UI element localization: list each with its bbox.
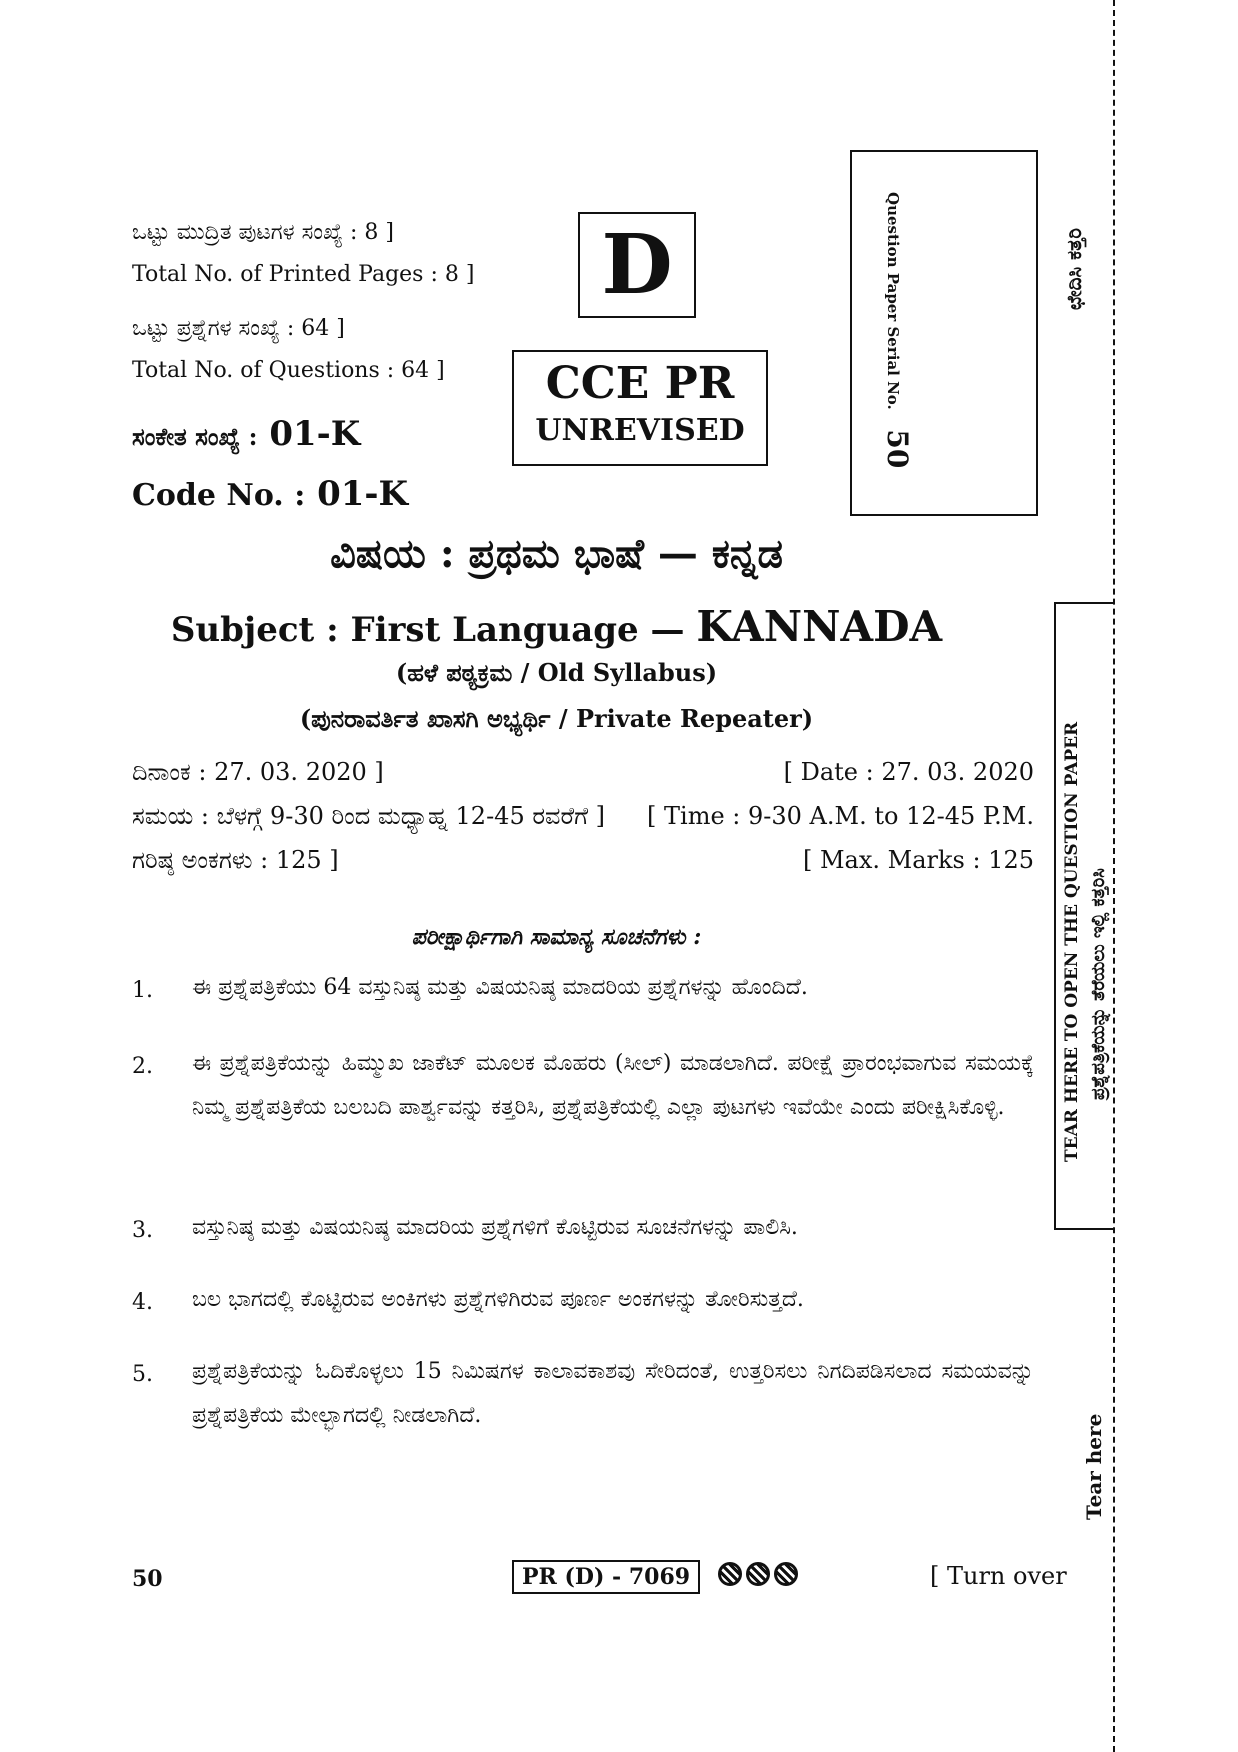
serial-label: Question Paper Serial No.: [884, 192, 902, 410]
seal-icon: [746, 1562, 770, 1586]
tear-here-instruction-english: TEAR HERE TO OPEN THE QUESTION PAPER: [1062, 721, 1082, 1162]
time-row: [132, 802, 1034, 830]
total-questions-kannada: ಒಟ್ಟು ಪ್ರಶ್ನೆಗಳ ಸಂಖ್ಯೆ : 64 ]: [132, 316, 345, 341]
date-kannada: ದಿನಾಂಕ : 27. 03. 2020 ]: [132, 758, 384, 786]
set-letter-box: [578, 212, 696, 318]
tear-here-label: Tear here: [1082, 1413, 1106, 1520]
cut-here-kannada-top: ಛೇದಿಸಿ ಕತ್ತರಿ: [1062, 228, 1086, 310]
set-letter: D: [601, 217, 673, 313]
instruction-text: ಬಲ ಭಾಗದಲ್ಲಿ ಕೊಟ್ಟಿರುವ ಅಂಕಿಗಳು ಪ್ರಶ್ನೆಗಳಿಗಿರುವ ಪೂರ್ಣ ಅಂಕಗಳನ್ನು ತೋರಿಸುತ್ತದೆ.: [192, 1287, 804, 1312]
time-kannada: ಸಮಯ : ಬೆಳಗ್ಗೆ 9-30 ರಿಂದ ಮಧ್ಯಾಹ್ನ 12-45 ರವರೆಗೆ ]: [132, 802, 606, 830]
syllabus-label: (ಹಳೆ ಪಠ್ಯಕ್ರಮ / Old Syllabus): [395, 658, 718, 687]
code-label-english: Code No. :: [132, 478, 306, 513]
marks-kannada: ಗರಿಷ್ಠ ಅಂಕಗಳು : 125 ]: [132, 846, 339, 874]
instruction-number: 5.: [132, 1362, 153, 1387]
marks-english: [ Max. Marks : 125: [802, 846, 1034, 874]
instruction-text: ಪ್ರಶ್ನೆಪತ್ರಿಕೆಯನ್ನು ಓದಿಕೊಳ್ಳಲು 15 ನಿಮಿಷಗಳ ಕಾಲಾವಕಾಶವು ಸೇರಿದಂತೆ, ಉತ್ತರಿಸಲು ನಿಗದಿಪಡಿಸಲಾದ ಸಮಯವನ್ನು ಪ್ರಶ್ನೆಪತ್ರಿಕೆಯ ಮೇಲ್ಭಾಗದಲ್ಲಿ ನೀಡಲಾಗಿದೆ.: [192, 1359, 1034, 1428]
cce-box: [512, 350, 768, 466]
seal-icon: [774, 1562, 798, 1586]
instruction-text: ಈ ಪ್ರಶ್ನೆಪತ್ರಿಕೆಯನ್ನು ಹಿಮ್ಮುಖ ಜಾಕೆಟ್ ಮೂಲಕ ಮೊಹರು (ಸೀಲ್) ಮಾಡಲಾಗಿದೆ. ಪರೀಕ್ಷೆ ಪ್ರಾರಂಭವಾಗುವ ಸಮಯಕ್ಕೆ ನಿಮ್ಮ ಪ್ರಶ್ನೆಪತ್ರಿಕೆಯ ಬಲಬದಿ ಪಾರ್ಶ್ವವನ್ನು ಕತ್ತರಿಸಿ, ಪ್ರಶ್ನೆಪತ್ರಿಕೆಯಲ್ಲಿ ಎಲ್ಲಾ ಪುಟಗಳು ಇವೆಯೇ ಎಂದು ಪರೀಕ್ಷಿಸಿಕೊಳ್ಳಿ.: [192, 1051, 1034, 1120]
printed-pages-english: Total No. of Printed Pages : 8 ]: [132, 262, 475, 287]
instruction-number: 2.: [132, 1054, 153, 1079]
code-number-kannada: [132, 414, 360, 454]
marks-row: [132, 846, 1034, 874]
serial-number-box: [850, 150, 1038, 516]
subject-kannada: ವಿಷಯ : ಪ್ರಥಮ ಭಾಷೆ — ಕನ್ನಡ: [330, 530, 783, 577]
page-code: 50: [132, 1566, 163, 1592]
instruction-text: ವಸ್ತುನಿಷ್ಠ ಮತ್ತು ವಿಷಯನಿಷ್ಠ ಮಾದರಿಯ ಪ್ರಶ್ನೆಗಳಿಗೆ ಕೊಟ್ಟಿರುವ ಸೂಚನೆಗಳನ್ನು ಪಾಲಿಸಿ.: [192, 1215, 798, 1240]
subject-english: [0, 602, 1113, 651]
seal-icon: [718, 1562, 742, 1586]
instructions-heading: ಪರೀಕ್ಷಾರ್ಥಿಗಾಗಿ ಸಾಮಾನ್ಯ ಸೂಚನೆಗಳು :: [411, 924, 702, 950]
paper-code-box: PR (D) - 7069: [512, 1560, 700, 1594]
instruction-number: 1.: [132, 978, 153, 1003]
serial-number: 50: [881, 429, 914, 469]
code-label-kannada: ಸಂಕೇತ ಸಂಖ್ಯೆ :: [132, 422, 258, 451]
instruction-number: 4.: [132, 1290, 153, 1315]
time-english: [ Time : 9-30 A.M. to 12-45 P.M.: [647, 802, 1034, 830]
tear-here-instruction-kannada: ಪ್ರಶ್ನೆಪತ್ರಿಕೆಯನ್ನು ತೆರೆಯಲು ಇಲ್ಲಿ ಕತ್ತರಿಸಿ: [1088, 868, 1109, 1100]
date-row: [132, 758, 1034, 786]
code-number-english: [132, 474, 408, 514]
total-questions-english: Total No. of Questions : 64 ]: [132, 358, 445, 383]
code-value: 01-K: [269, 414, 361, 454]
printed-pages-kannada: ಒಟ್ಟು ಮುದ್ರಿತ ಪುಟಗಳ ಸಂಖ್ಯೆ : 8 ]: [132, 220, 394, 245]
instruction-text: ಈ ಪ್ರಶ್ನೆಪತ್ರಿಕೆಯು 64 ವಸ್ತುನಿಷ್ಠ ಮತ್ತು ವಿಷಯನಿಷ್ಠ ಮಾದರಿಯ ಪ್ರಶ್ನೆಗಳನ್ನು ಹೊಂದಿದೆ.: [192, 975, 808, 1000]
candidate-type-label: (ಪುನರಾವರ್ತಿತ ಖಾಸಗಿ ಅಭ್ಯರ್ಥಿ / Private Repeater): [299, 704, 814, 733]
subject-language: KANNADA: [696, 602, 943, 651]
turn-over-label: [ Turn over: [930, 1562, 1067, 1590]
decorative-seal-icons: [718, 1562, 798, 1586]
unrevised-label: UNREVISED: [535, 413, 745, 448]
date-english: [ Date : 27. 03. 2020: [783, 758, 1034, 786]
instruction-number: 3.: [132, 1218, 153, 1243]
subject-prefix: Subject : First Language —: [170, 610, 697, 650]
code-value: 01-K: [317, 474, 409, 514]
cce-label: CCE PR: [545, 358, 735, 409]
